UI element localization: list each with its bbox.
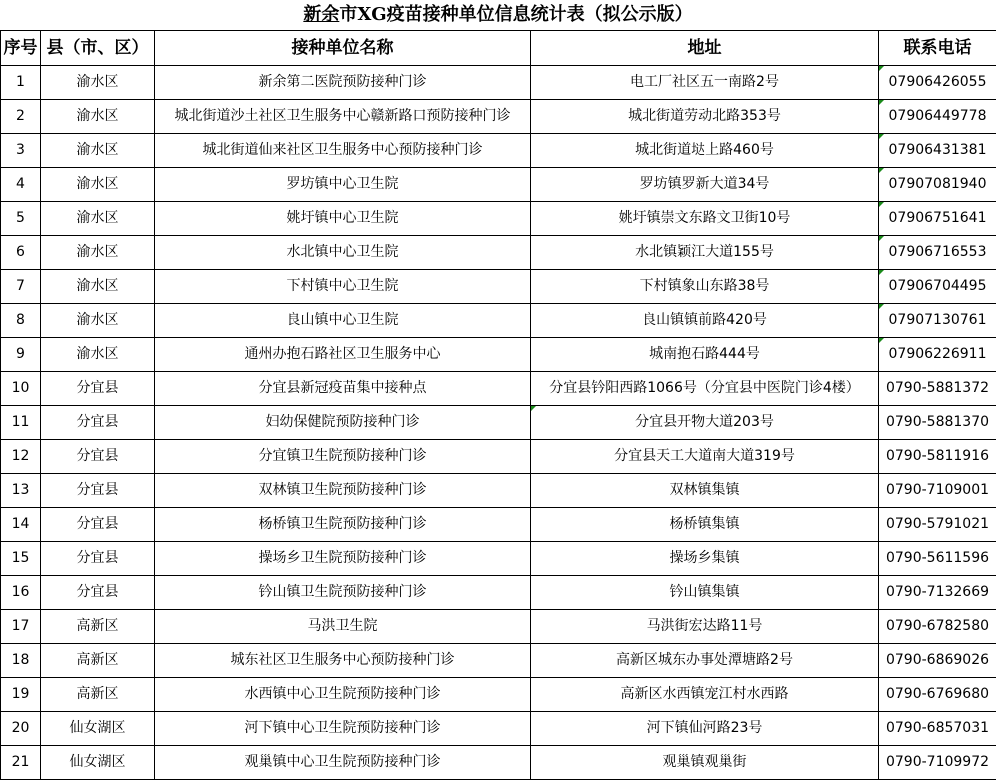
county-cell[interactable]: 渝水区 — [41, 202, 155, 236]
header-idx[interactable]: 序号 — [1, 31, 41, 66]
site-name-cell[interactable]: 水西镇中心卫生院预防接种门诊 — [155, 678, 531, 712]
row-index-cell[interactable]: 18 — [1, 644, 41, 678]
address-cell[interactable]: 电工厂社区五一南路2号 — [531, 66, 879, 100]
title-city: 新余 — [303, 4, 339, 25]
address-cell[interactable]: 分宜县钤阳西路1066号（分宜县中医院门诊4楼） — [531, 372, 879, 406]
table-row — [1, 270, 996, 304]
site-name-cell[interactable]: 观巢镇中心卫生院预防接种门诊 — [155, 746, 531, 780]
address-cell[interactable]: 双林镇集镇 — [531, 474, 879, 508]
error-indicator-icon — [879, 338, 884, 343]
address-cell[interactable]: 下村镇象山东路38号 — [531, 270, 879, 304]
phone-cell[interactable]: 07906751641 — [879, 202, 996, 236]
county-cell[interactable]: 高新区 — [41, 678, 155, 712]
row-index-cell[interactable]: 9 — [1, 338, 41, 372]
table-row — [1, 644, 996, 678]
table-row — [1, 406, 996, 440]
address-cell[interactable]: 高新区水西镇宠江村水西路 — [531, 678, 879, 712]
table-row — [1, 372, 996, 406]
table-row — [1, 338, 996, 372]
error-indicator-icon — [879, 270, 884, 275]
row-index-cell[interactable]: 2 — [1, 100, 41, 134]
site-name-cell[interactable]: 良山镇中心卫生院 — [155, 304, 531, 338]
site-name-cell[interactable]: 分宜县新冠疫苗集中接种点 — [155, 372, 531, 406]
address-cell[interactable]: 钤山镇集镇 — [531, 576, 879, 610]
county-cell[interactable]: 高新区 — [41, 610, 155, 644]
address-cell[interactable]: 姚圩镇崇文东路文卫街10号 — [531, 202, 879, 236]
county-cell[interactable]: 高新区 — [41, 644, 155, 678]
site-name-cell[interactable]: 马洪卫生院 — [155, 610, 531, 644]
row-index-cell[interactable]: 11 — [1, 406, 41, 440]
address-cell[interactable]: 城南抱石路444号 — [531, 338, 879, 372]
county-cell[interactable]: 渝水区 — [41, 100, 155, 134]
phone-cell[interactable]: 0790-7132669 — [879, 576, 996, 610]
site-name-cell[interactable]: 通州办抱石路社区卫生服务中心 — [155, 338, 531, 372]
county-cell[interactable]: 分宜县 — [41, 474, 155, 508]
site-name-cell[interactable]: 双林镇卫生院预防接种门诊 — [155, 474, 531, 508]
phone-cell[interactable]: 0790-5881372 — [879, 372, 996, 406]
site-name-cell[interactable]: 钤山镇卫生院预防接种门诊 — [155, 576, 531, 610]
address-cell[interactable]: 马洪街宏达路11号 — [531, 610, 879, 644]
phone-cell[interactable]: 07906426055 — [879, 66, 996, 100]
table-row — [1, 746, 996, 780]
address-cell[interactable]: 杨桥镇集镇 — [531, 508, 879, 542]
table-body — [1, 66, 996, 780]
address-cell[interactable]: 河下镇仙河路23号 — [531, 712, 879, 746]
address-cell[interactable]: 城北街道垯上路460号 — [531, 134, 879, 168]
row-index-cell[interactable]: 12 — [1, 440, 41, 474]
error-indicator-icon — [879, 66, 884, 71]
row-index-cell[interactable]: 17 — [1, 610, 41, 644]
address-cell[interactable]: 水北镇颖江大道155号 — [531, 236, 879, 270]
address-cell[interactable]: 罗坊镇罗新大道34号 — [531, 168, 879, 202]
county-cell[interactable]: 渝水区 — [41, 338, 155, 372]
address-cell[interactable]: 分宜县天工大道南大道319号 — [531, 440, 879, 474]
phone-cell[interactable]: 07906226911 — [879, 338, 996, 372]
phone-cell[interactable]: 0790-6782580 — [879, 610, 996, 644]
county-cell[interactable]: 分宜县 — [41, 508, 155, 542]
table-row — [1, 542, 996, 576]
site-name-cell[interactable]: 分宜镇卫生院预防接种门诊 — [155, 440, 531, 474]
table-row — [1, 236, 996, 270]
row-index-cell[interactable]: 3 — [1, 134, 41, 168]
table-row — [1, 678, 996, 712]
table-row — [1, 202, 996, 236]
phone-cell[interactable]: 07907130761 — [879, 304, 996, 338]
error-indicator-icon — [879, 100, 884, 105]
county-cell[interactable]: 分宜县 — [41, 440, 155, 474]
table-row — [1, 168, 996, 202]
address-cell[interactable]: 操场乡集镇 — [531, 542, 879, 576]
row-index-cell[interactable]: 10 — [1, 372, 41, 406]
table-row — [1, 474, 996, 508]
address-cell[interactable]: 分宜县开物大道203号 — [531, 406, 879, 440]
row-index-cell[interactable]: 7 — [1, 270, 41, 304]
county-cell[interactable]: 仙女湖区 — [41, 746, 155, 780]
header-name[interactable]: 接种单位名称 — [155, 31, 531, 66]
address-cell[interactable]: 观巢镇观巢街 — [531, 746, 879, 780]
phone-cell[interactable]: 0790-6857031 — [879, 712, 996, 746]
row-index-cell[interactable]: 14 — [1, 508, 41, 542]
row-index-cell[interactable]: 5 — [1, 202, 41, 236]
address-cell[interactable]: 城北街道劳动北路353号 — [531, 100, 879, 134]
error-indicator-icon — [879, 304, 884, 309]
row-index-cell[interactable]: 21 — [1, 746, 41, 780]
table-row — [1, 134, 996, 168]
title-text: 市XG疫苗接种单位信息统计表（拟公示版） — [339, 4, 692, 25]
error-indicator-icon — [531, 406, 536, 411]
site-name-cell[interactable]: 城北街道仙来社区卫生服务中心预防接种门诊 — [155, 134, 531, 168]
county-cell[interactable]: 渝水区 — [41, 66, 155, 100]
site-name-cell[interactable]: 罗坊镇中心卫生院 — [155, 168, 531, 202]
phone-cell[interactable]: 07906449778 — [879, 100, 996, 134]
error-indicator-icon — [879, 134, 884, 139]
header-phone[interactable]: 联系电话 — [879, 31, 996, 66]
county-cell[interactable]: 分宜县 — [41, 576, 155, 610]
county-cell[interactable]: 仙女湖区 — [41, 712, 155, 746]
phone-cell[interactable]: 0790-5811916 — [879, 440, 996, 474]
table-row — [1, 610, 996, 644]
error-indicator-icon — [879, 236, 884, 241]
error-indicator-icon — [879, 168, 884, 173]
county-cell[interactable]: 渝水区 — [41, 304, 155, 338]
phone-cell[interactable]: 07906704495 — [879, 270, 996, 304]
row-index-cell[interactable]: 20 — [1, 712, 41, 746]
row-index-cell[interactable]: 16 — [1, 576, 41, 610]
phone-cell[interactable]: 0790-6769680 — [879, 678, 996, 712]
phone-cell[interactable]: 0790-7109972 — [879, 746, 996, 780]
site-name-cell[interactable]: 河下镇中心卫生院预防接种门诊 — [155, 712, 531, 746]
phone-cell[interactable]: 07906431381 — [879, 134, 996, 168]
table-row — [1, 508, 996, 542]
error-indicator-icon — [879, 202, 884, 207]
phone-cell[interactable]: 0790-5611596 — [879, 542, 996, 576]
address-cell[interactable]: 良山镇镇前路420号 — [531, 304, 879, 338]
header-row — [1, 31, 996, 66]
site-name-cell[interactable]: 下村镇中心卫生院 — [155, 270, 531, 304]
site-name-cell[interactable]: 城北街道沙土社区卫生服务中心赣新路口预防接种门诊 — [155, 100, 531, 134]
county-cell[interactable]: 分宜县 — [41, 542, 155, 576]
row-index-cell[interactable]: 19 — [1, 678, 41, 712]
site-name-cell[interactable]: 城东社区卫生服务中心预防接种门诊 — [155, 644, 531, 678]
table-row — [1, 100, 996, 134]
table-row — [1, 712, 996, 746]
county-cell[interactable]: 渝水区 — [41, 236, 155, 270]
address-cell[interactable]: 高新区城东办事处潭塘路2号 — [531, 644, 879, 678]
site-name-cell[interactable]: 水北镇中心卫生院 — [155, 236, 531, 270]
phone-cell[interactable]: 07907081940 — [879, 168, 996, 202]
county-cell[interactable]: 渝水区 — [41, 168, 155, 202]
county-cell[interactable]: 渝水区 — [41, 134, 155, 168]
site-name-cell[interactable]: 杨桥镇卫生院预防接种门诊 — [155, 508, 531, 542]
phone-cell[interactable]: 0790-5881370 — [879, 406, 996, 440]
vaccination-sites-table — [0, 30, 996, 780]
phone-cell[interactable]: 0790-6869026 — [879, 644, 996, 678]
table-row — [1, 304, 996, 338]
site-name-cell[interactable]: 操场乡卫生院预防接种门诊 — [155, 542, 531, 576]
county-cell[interactable]: 渝水区 — [41, 270, 155, 304]
phone-cell[interactable]: 0790-5791021 — [879, 508, 996, 542]
row-index-cell[interactable]: 4 — [1, 168, 41, 202]
row-index-cell[interactable]: 15 — [1, 542, 41, 576]
table-row — [1, 440, 996, 474]
phone-cell[interactable]: 07906716553 — [879, 236, 996, 270]
row-index-cell[interactable]: 8 — [1, 304, 41, 338]
table-row — [1, 576, 996, 610]
county-cell[interactable]: 分宜县 — [41, 372, 155, 406]
site-name-cell[interactable]: 新余第二医院预防接种门诊 — [155, 66, 531, 100]
site-name-cell[interactable]: 妇幼保健院预防接种门诊 — [155, 406, 531, 440]
county-cell[interactable]: 分宜县 — [41, 406, 155, 440]
table-row — [1, 66, 996, 100]
header-addr[interactable]: 地址 — [531, 31, 879, 66]
sheet-title — [0, 0, 996, 30]
header-county[interactable]: 县（市、区） — [41, 31, 155, 66]
phone-cell[interactable]: 0790-7109001 — [879, 474, 996, 508]
row-index-cell[interactable]: 1 — [1, 66, 41, 100]
row-index-cell[interactable]: 6 — [1, 236, 41, 270]
site-name-cell[interactable]: 姚圩镇中心卫生院 — [155, 202, 531, 236]
row-index-cell[interactable]: 13 — [1, 474, 41, 508]
